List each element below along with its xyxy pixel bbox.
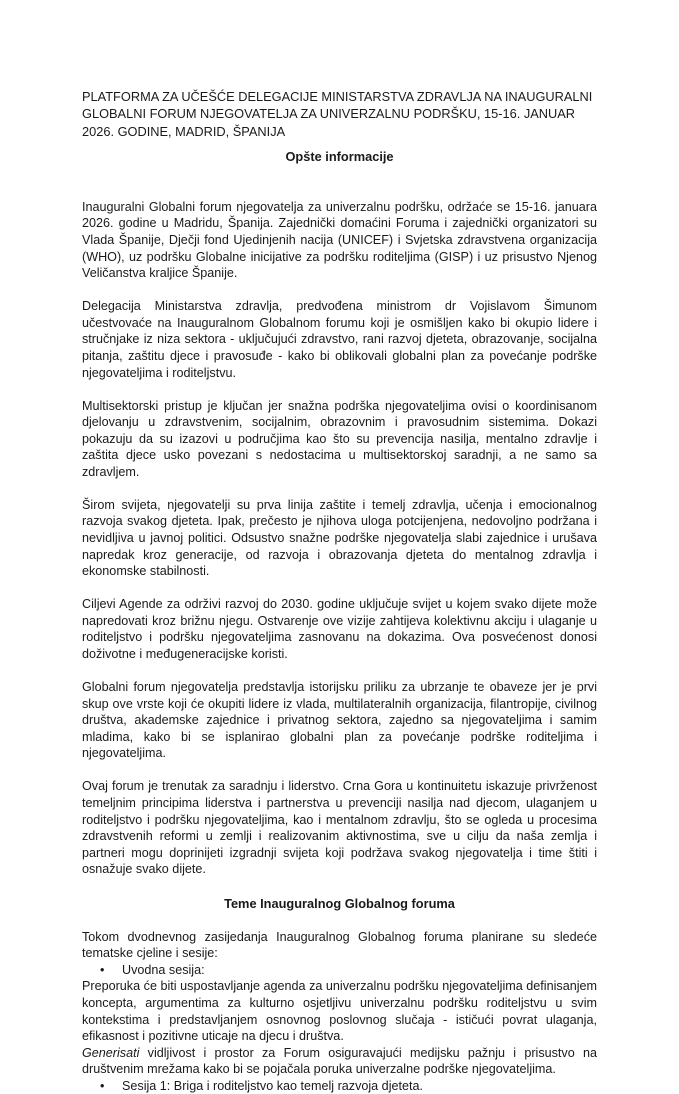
session-list-2: [82, 1078, 597, 1094]
list-item-opening-session: • Uvodna sesija:: [122, 962, 597, 979]
section-heading-forum-topics: Teme Inauguralnog Globalnog foruma: [224, 895, 455, 911]
document-page: [82, 88, 597, 1094]
paragraph: Delegacija Ministarstva zdravlja, predvođena ministrom dr Vojislavom Šimunom učestvovaće na Inauguralnom Globalnom forumu koji je osmišljen kako bi okupio lidere i stručnjake iz niza sektora - uključujući zdravstvo, rani razvoj djeteta, obrazovanje, socijalna pitanja, zaštitu djece i pravosuđe - kako bi oblikovali globalni plan za povećanje podrške njegovateljima i roditeljstvu.: [82, 299, 597, 380]
paragraph: Multisektorski pristup je ključan jer snažna podrška njegovateljima ovisi o koordinisanom djelovanju u zdravstvenim, socijalnim, obrazovnim i pravosudnim sistemima. Dokazi pokazuju da su izazovi u područjima kao što su prevencija nasilja, mentalno zdravlje i zaštita djece usko povezani s nedostacima u multisektorskoj saradnji, a ne samo sa zdravljem.: [82, 398, 597, 479]
paragraph: Ovaj forum je trenutak za saradnju i liderstvo. Crna Gora u kontinuitetu iskazuje privrženost temeljnim principima liderstva i partnerstva u prevenciji nasilja nad djecom, ulaganjem u roditeljstvo i podršku njegovateljima, kao i mentalnom zdravlju, što se ogleda u procesima zdravstvenih reformi u zemlji i realizovanim aktivnostima, sve u cilju da naša zemlja i partneri mogu doprinijeti izgradnji svijeta koji podržava svakog njegovatelja i time štiti i osnažuje svako dijete.: [82, 779, 597, 877]
opening-session-text-2-body: vidljivost i prostor za Forum osiguravajući medijsku pažnju i prisustvo na društvenim mrežama kako bi se pojačala poruka univerzalne podrške njegovateljima.: [82, 1045, 597, 1077]
session-list: [82, 962, 597, 979]
section-heading-general-info: Opšte informacije: [285, 149, 394, 165]
list-item-session-1: • Sesija 1: Briga i roditeljstvo kao temelj razvoja djeteta.: [122, 1078, 597, 1094]
paragraph: Širom svijeta, njegovatelji su prva linija zaštite i temelj zdravlja, učenja i emocionalnog razvoja svakog djeteta. Ipak, prečesto je njihova uloga potcijenjena, nedovoljno podržana i nevidljiva u javnoj politici. Odsustvo snažne podrške njegovatelja slabi zajednice i urušava napredak kroz generacije, od razvoja i obrazovanja djeteta do mentalnog zdravlja i ekonomske stabilnosti.: [82, 497, 597, 579]
italic-word: Generisati: [82, 1045, 140, 1060]
topics-intro: Tokom dvodnevnog zasijedanja Inauguralnog Globalnog foruma planirane su sledeće tematske cjeline i sesije:: [82, 929, 597, 961]
opening-session-text: Preporuka će biti uspostavljanje agenda za univerzalnu podršku njegovateljima definisanjem koncepta, argumentima za kulturno osjetljivu univerzalnu podršku roditeljstvu u svim kontekstima i predstavljanjem osnovnog poslovnog slučaja - ističući povrat ulaganja, efikasnost i pozitivne uticaje na djecu i društva.: [82, 979, 597, 1044]
paragraph: Ciljevi Agende za održivi razvoj do 2030. godine uključuje svijet u kojem svako dijete može napredovati kroz brižnu njegu. Ostvarenje ove vizije zahtijeva kolektivnu akciju i ulaganje u roditeljstvo i podršku njegovateljima zasnovanu na dokazima. Ova posvećenost donosi doživotne i međugeneracijske koristi.: [82, 597, 597, 662]
document-title: PLATFORMA ZA UČEŠĆE DELEGACIJE MINISTARSTVA ZDRAVLJA NA INAUGURALNI GLOBALNI FORUM NJEGOVATELJA ZA UNIVERZALNU PODRŠKU, 15-16. JANUAR 2026. GODINE, MADRID, ŠPANIJA: [82, 89, 593, 139]
opening-session-text-2: [82, 1045, 597, 1078]
paragraph: Inauguralni Globalni forum njegovatelja za univerzalnu podršku, održaće se 15-16. januara 2026. godine u Madridu, Španija. Zajednički domaćini Foruma i zajednički organizatori su Vlada Španije, Dječji fond Ujedinjenih nacija (UNICEF) i Svjetska zdravstvena organizacija (WHO), uz podršku Globalne inicijative za podršku roditeljima (GISP) i uz prisustvo Njenog Veličanstva kraljice Španije.: [82, 199, 597, 281]
paragraph: Globalni forum njegovatelja predstavlja istorijsku priliku za ubrzanje te obaveze jer je prvi skup ove vrste koji će okupiti lidere iz vlada, multilateralnih organizacija, filantropije, civilnog društva, akademske zajednice i privatnog sektora, zajedno sa njegovateljima i samim mladima, kako bi se isplanirao globalni plan za povećanje podrške roditeljima i njegovateljima.: [82, 680, 597, 761]
